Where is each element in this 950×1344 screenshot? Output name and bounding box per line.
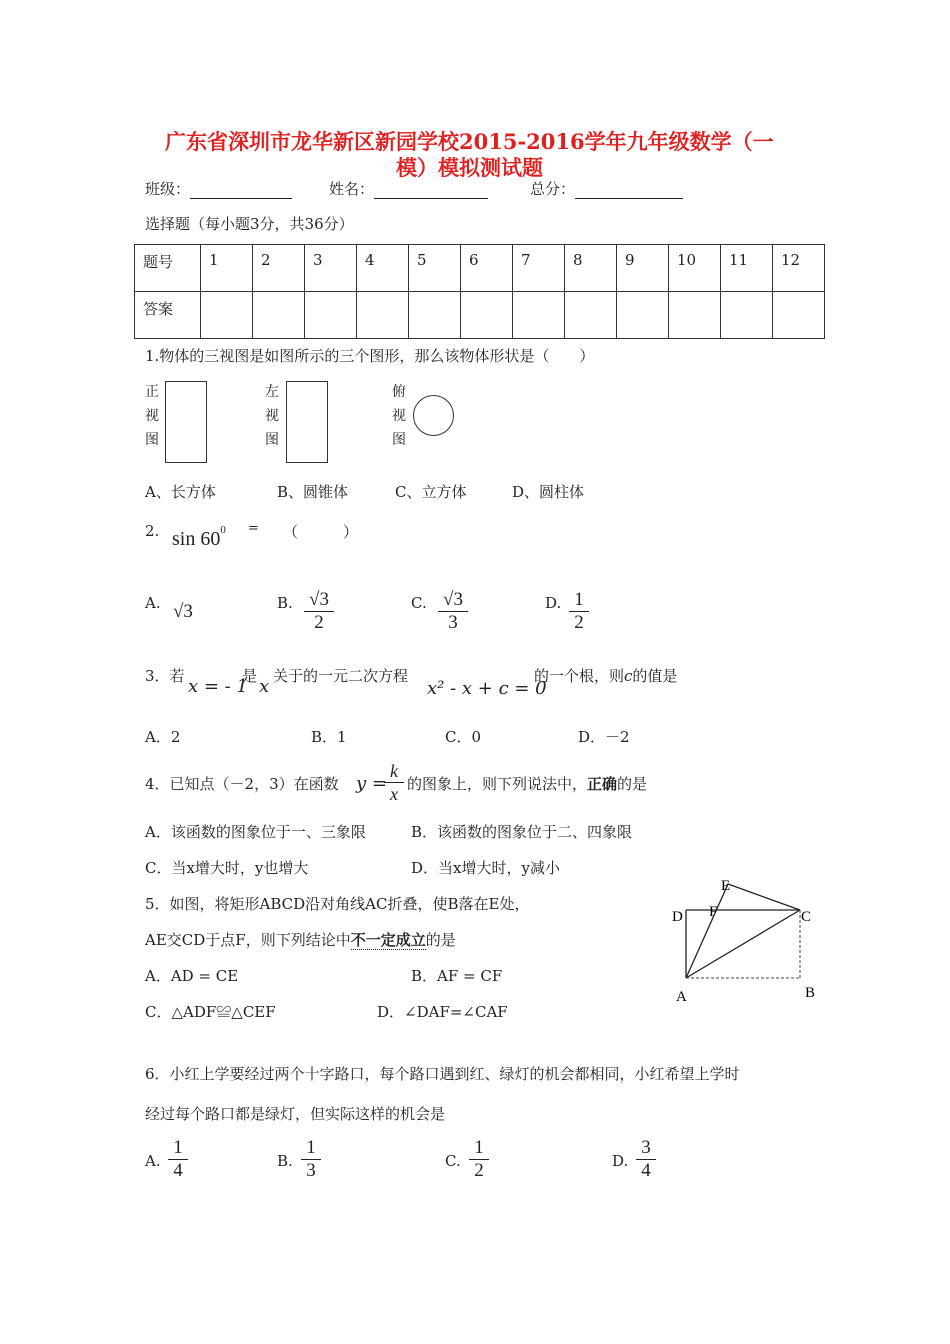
q4-func-den: x [390, 784, 398, 804]
q5-line2 [145, 929, 456, 950]
q2-d-label: D. [545, 594, 562, 612]
q5-emphasis: 不一定成立 [350, 931, 426, 949]
answer-cell[interactable] [253, 292, 305, 339]
table-header-cell: 答案 [135, 292, 201, 339]
q4-option-c: C．当x增大时，y也增大 [145, 859, 309, 877]
answer-table [134, 244, 825, 339]
q2-sup: 0 [220, 524, 226, 537]
q6-b-label: B. [277, 1152, 293, 1170]
q2-eq: = [248, 521, 259, 536]
q6-c-label: C. [445, 1152, 461, 1170]
q1-option-d: D、圆柱体 [512, 483, 585, 501]
q3-equation: x² - x + c = 0 [427, 678, 547, 699]
q2-sin: sin 60 [172, 528, 221, 550]
score-field [530, 178, 683, 199]
name-label: 姓名： [329, 180, 375, 198]
table-number-cell: 1 [201, 245, 253, 292]
view-char: 视 [145, 408, 159, 424]
q4-option-a: A．该函数的图象位于一、三象限 [145, 823, 366, 841]
label-c: C [801, 909, 812, 925]
table-number-cell: 2 [253, 245, 305, 292]
q4-prefix: 4．已知点（－2，3）在函数 [145, 775, 339, 793]
page-title-line2: 模）模拟测试题 [396, 155, 543, 180]
answer-cell[interactable] [773, 292, 825, 339]
section-title: 选择题（每小题3分，共36分） [145, 215, 354, 233]
q2-paren: （ ） [283, 523, 359, 541]
q6-line2: 经过每个路口都是绿灯，但实际这样的机会是 [145, 1105, 446, 1123]
edge-ae [686, 884, 728, 978]
answer-cell[interactable] [201, 292, 253, 339]
q5-option-c: C．△ADF≌△CEF [145, 1003, 276, 1021]
view-char: 俯 [392, 384, 406, 400]
q2-a-value: √3 [173, 601, 193, 622]
q4-func-fraction [384, 760, 404, 805]
q5-option-b: B．AF = CF [411, 967, 503, 985]
table-row [135, 245, 825, 292]
q2-c-num: √3 [438, 589, 468, 612]
answer-cell[interactable] [409, 292, 461, 339]
view-char: 视 [265, 408, 279, 424]
q2-b-num: √3 [304, 589, 334, 612]
table-number-cell: 8 [565, 245, 617, 292]
q1-option-c: C、立方体 [395, 483, 467, 501]
table-number-cell: 11 [721, 245, 773, 292]
table-number-cell: 9 [617, 245, 669, 292]
q6-c-den: 2 [474, 1160, 484, 1181]
answer-cell[interactable] [721, 292, 773, 339]
answer-cell[interactable] [305, 292, 357, 339]
view-char: 图 [392, 432, 406, 448]
q2-number: 2. [145, 522, 160, 540]
q6-a-label: A. [145, 1152, 161, 1170]
q2-d-fraction [569, 589, 589, 634]
table-number-cell: 12 [773, 245, 825, 292]
front-view-rect [165, 381, 207, 463]
q4-bold: 正确 [587, 775, 618, 793]
q5-fold-diagram [660, 870, 830, 1010]
q6-a-fraction [168, 1137, 188, 1182]
table-header-cell: 题号 [135, 245, 201, 292]
table-number-cell: 4 [357, 245, 409, 292]
table-row [135, 292, 825, 339]
answer-cell[interactable] [513, 292, 565, 339]
score-blank [575, 182, 683, 199]
q1-stem: 1.物体的三视图是如图所示的三个图形，那么该物体形状是（ ） [145, 347, 595, 365]
q3-option-d: D．－2 [578, 728, 630, 746]
table-number-cell: 10 [669, 245, 721, 292]
table-number-cell: 3 [305, 245, 357, 292]
q3-suffix-text: 的一个根，则 [534, 667, 625, 685]
q6-d-den: 4 [641, 1160, 651, 1181]
q4-func-num: k [384, 760, 404, 783]
q5-option-a: A．AD = CE [145, 967, 239, 985]
view-char: 图 [265, 432, 279, 448]
answer-cell[interactable] [669, 292, 721, 339]
q3-suffix2: 的值是 [632, 667, 678, 685]
table-number-cell: 6 [461, 245, 513, 292]
q2-d-den: 2 [574, 612, 584, 633]
q3-condition: x = - 1 [188, 676, 248, 697]
class-label: 班级： [145, 180, 191, 198]
view-char: 正 [145, 384, 159, 400]
q4-option-d: D．当x增大时，y减小 [411, 859, 560, 877]
q4-suffix-text: 的图象上，则下列说法中， [407, 775, 588, 793]
answer-cell[interactable] [617, 292, 669, 339]
q5-line2-suffix: 的是 [425, 931, 456, 949]
q6-c-num: 1 [469, 1137, 489, 1160]
label-d: D [672, 909, 683, 925]
q5-line1: 5．如图，将矩形ABCD沿对角线AC折叠，使B落在E处， [145, 895, 530, 913]
name-field [329, 178, 488, 199]
q6-b-num: 1 [301, 1137, 321, 1160]
name-blank [374, 182, 488, 199]
q1-option-a: A、长方体 [145, 483, 216, 501]
top-view-circle [413, 395, 454, 436]
label-e: E [721, 878, 731, 894]
q4-suffix2: 的是 [617, 775, 648, 793]
q3-mid1: 是 [242, 667, 258, 685]
q6-a-num: 1 [168, 1137, 188, 1160]
q4-func-lhs: y = [356, 773, 387, 794]
q6-line1: 6．小红上学要经过两个十字路口，每个路口遇到红、绿灯的机会都相同，小红希望上学时 [145, 1065, 740, 1083]
q2-a-label: A. [145, 594, 161, 612]
q6-d-num: 3 [636, 1137, 656, 1160]
q3-cvar: c [624, 667, 633, 685]
label-f: F [709, 904, 718, 920]
q2-b-den: 2 [314, 612, 324, 633]
q2-expr [172, 524, 226, 551]
answer-cell[interactable] [565, 292, 617, 339]
q3-suffix [534, 665, 677, 686]
q5-line2-prefix: AE交CD于点F，则下列结论中 [145, 931, 351, 949]
view-char: 左 [265, 384, 279, 400]
q6-c-fraction [469, 1137, 489, 1182]
score-label: 总分： [530, 180, 576, 198]
class-blank [190, 182, 292, 199]
table-number-cell: 7 [513, 245, 565, 292]
edge-ac [686, 910, 800, 978]
q3-prefix: 3．若 [145, 667, 185, 685]
q5-option-d: D．∠DAF=∠CAF [377, 1003, 508, 1021]
q3-option-a: A．2 [145, 728, 181, 746]
answer-cell[interactable] [461, 292, 513, 339]
answer-cell[interactable] [357, 292, 409, 339]
q2-c-label: C. [411, 594, 427, 612]
class-field [145, 178, 292, 199]
label-a: A [676, 989, 687, 1005]
label-b: B [805, 985, 816, 1001]
q4-suffix [407, 773, 647, 794]
view-char: 视 [392, 408, 406, 424]
edge-ec [728, 884, 800, 910]
q3-mid2: 关于的一元二次方程 [273, 667, 409, 685]
q3-option-b: B．1 [311, 728, 347, 746]
page-title-line1: 广东省深圳市龙华新区新园学校2015-2016学年九年级数学（一 [165, 129, 774, 154]
q2-c-den: 3 [448, 612, 458, 633]
view-char: 图 [145, 432, 159, 448]
q2-b-label: B. [277, 594, 293, 612]
q3-var: x [259, 676, 270, 697]
q4-option-b: B．该函数的图象位于二、四象限 [411, 823, 633, 841]
q2-c-fraction [438, 589, 468, 634]
left-view-rect [286, 381, 328, 463]
table-number-cell: 5 [409, 245, 461, 292]
q6-b-den: 3 [306, 1160, 316, 1181]
q3-option-c: C．0 [445, 728, 482, 746]
q2-d-num: 1 [569, 589, 589, 612]
q1-option-b: B、圆锥体 [277, 483, 349, 501]
q6-d-label: D. [612, 1152, 629, 1170]
q6-a-den: 4 [173, 1160, 183, 1181]
q6-b-fraction [301, 1137, 321, 1182]
q2-b-fraction [304, 589, 334, 634]
q6-d-fraction [636, 1137, 656, 1182]
